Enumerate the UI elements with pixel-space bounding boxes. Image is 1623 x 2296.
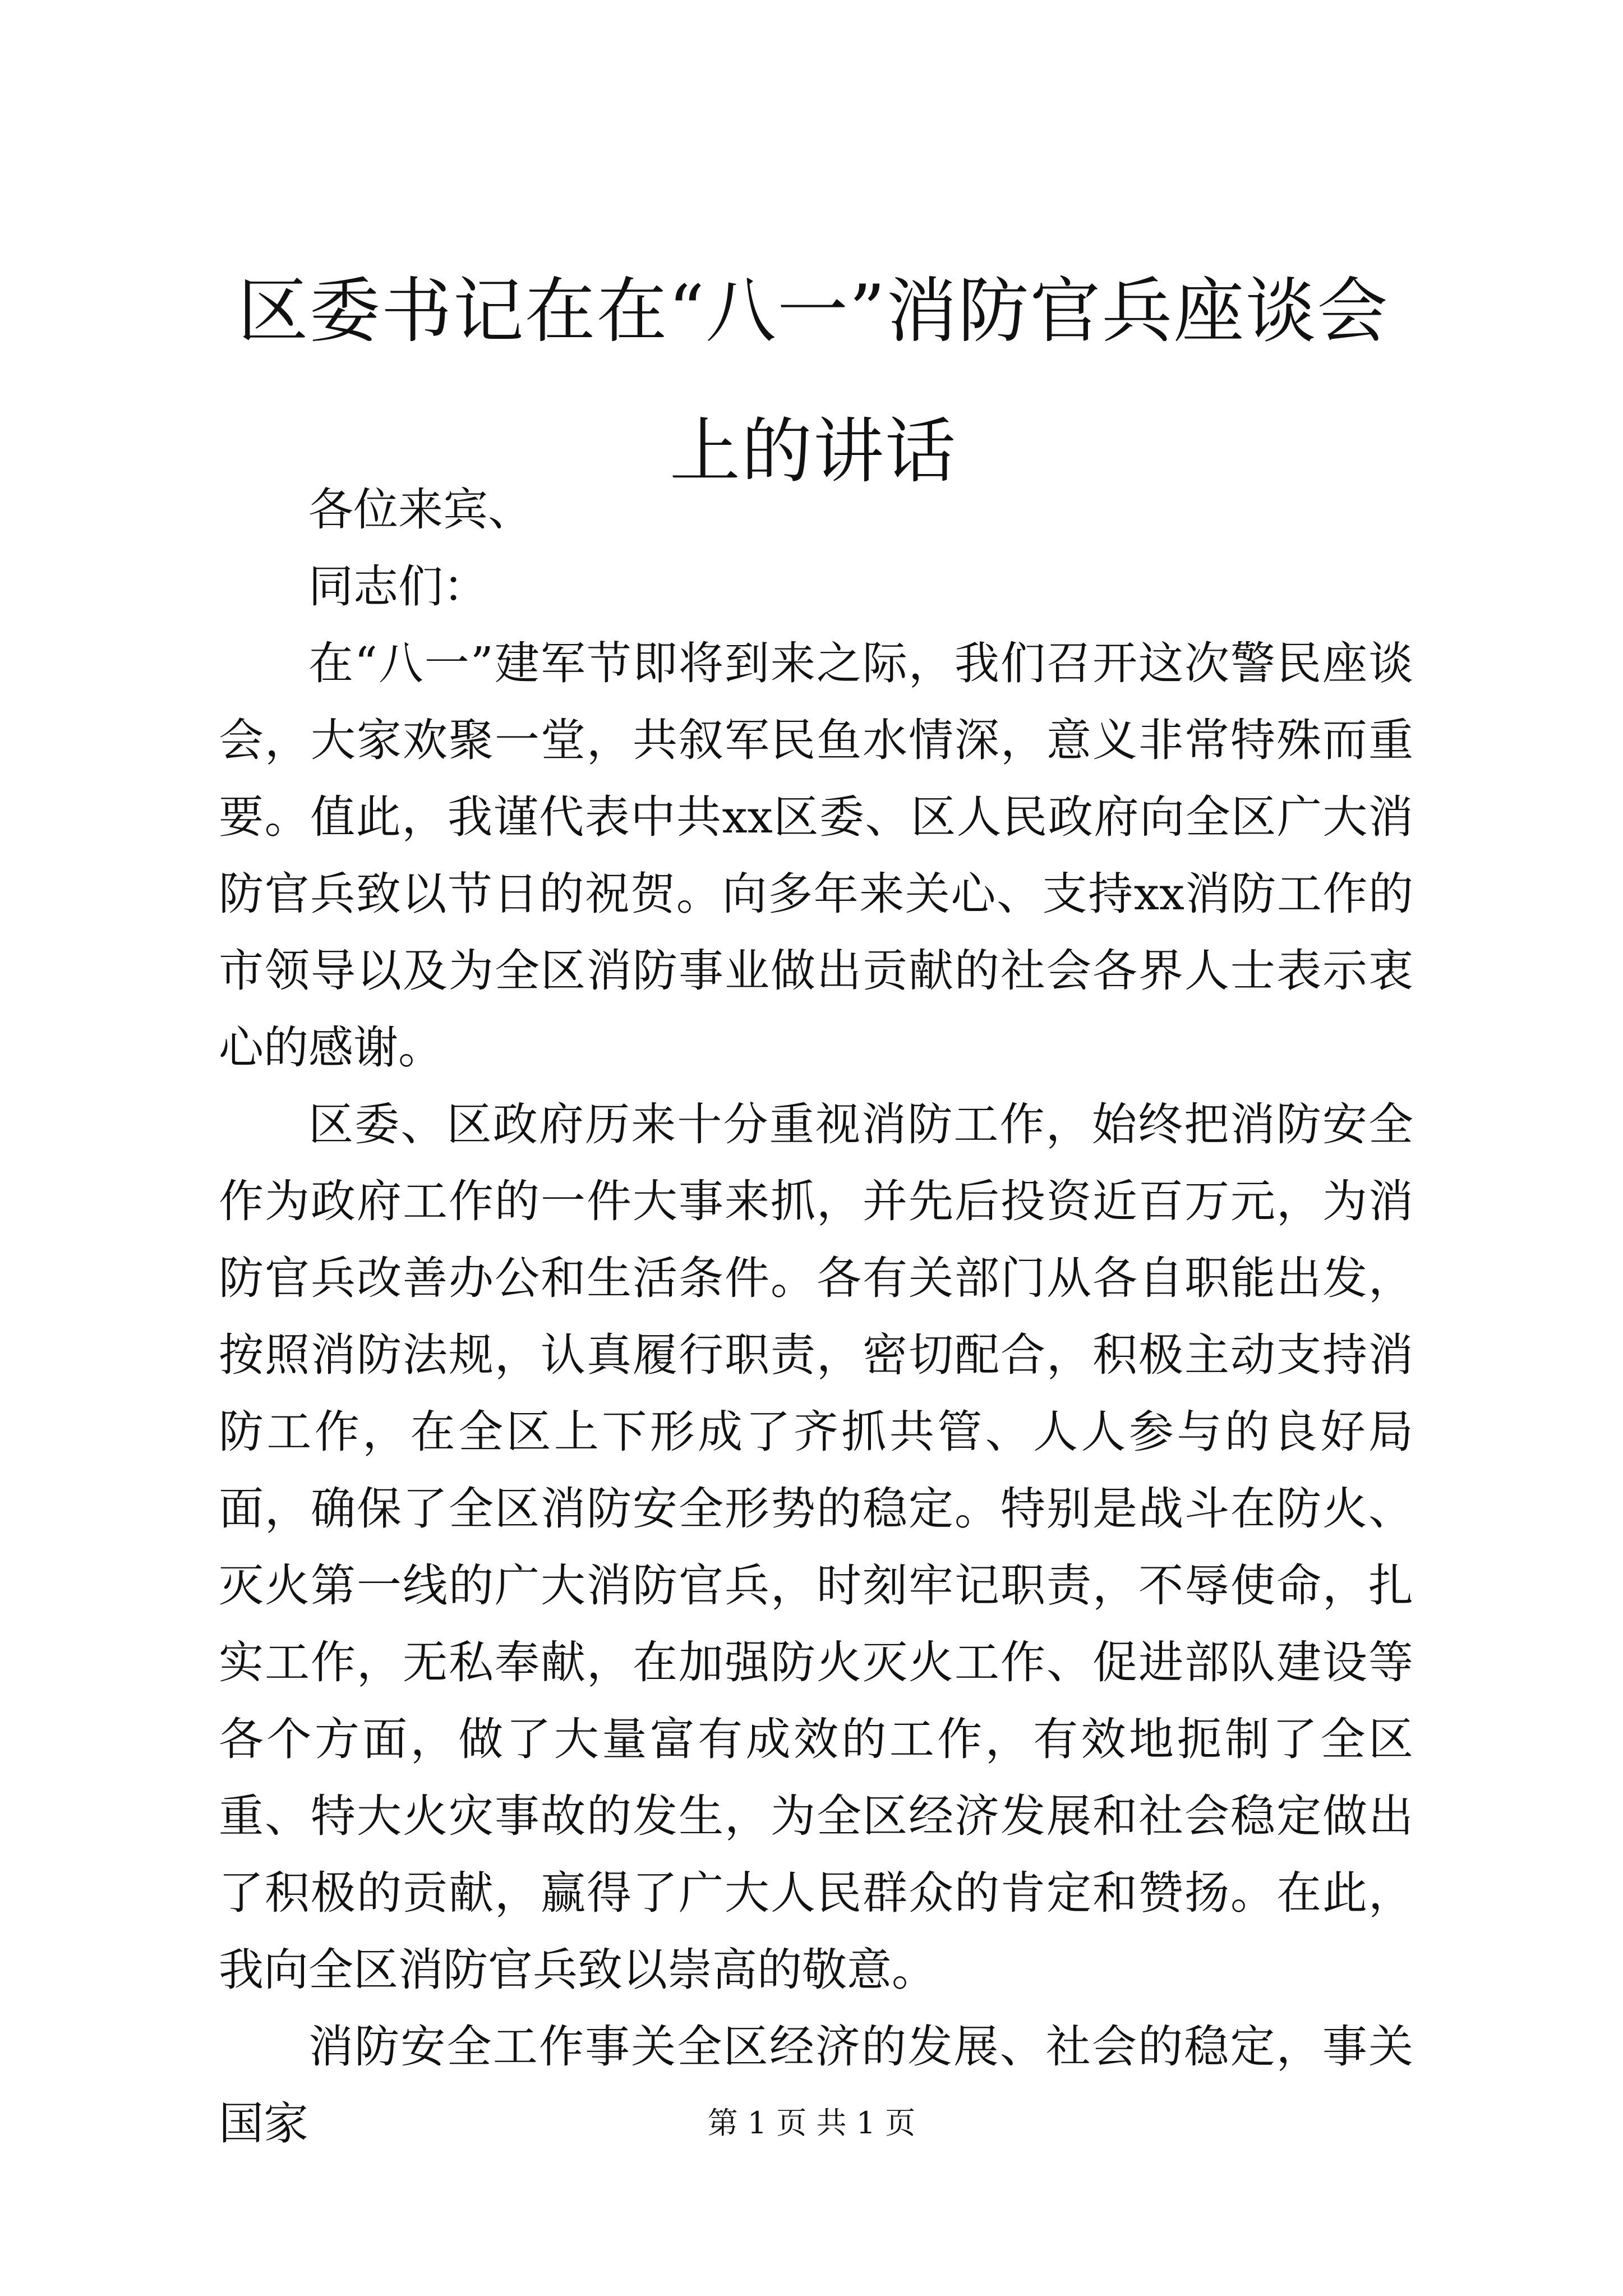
document-body [219,471,1413,2162]
paragraph-3: 消防安全工作事关全区经济的发展、社会的稳定，事关国家 [219,2021,1413,2150]
paragraph-2: 区委、区政府历来十分重视消防工作，始终把消防安全作为政府工作的一件大事来抓，并先后投资近百万元，为消防官兵改善办公和生活条件。各有关部门从各自职能出发，按照消防法规，认真履行职责，密切配合，积极主动支持消防工作，在全区上下形成了齐抓共管、人人参与的良好局面，确保了全区消防安全形势的稳定。特别是战斗在防火、灭火第一线的广大消防官兵，时刻牢记职责，不辱使命，扎实工作，无私奉献，在加强防火灭火工作、促进部队建设等各个方面，做了大量富有成效的工作，有效地扼制了全区重、特大火灾事故的发生，为全区经济发展和社会稳定做出了积极的贡献，赢得了广大人民群众的肯定和赞扬。在此，我向全区消防官兵致以崇高的敬意。 [219,1098,1413,1996]
page-footer: 第 1 页 共 1 页 [707,2105,916,2141]
salutation-comrades: 同志们： [308,560,488,613]
document-title: 区委书记在在“八一”消防官兵座谈会上的讲话 [237,270,1389,493]
salutation-guests: 各位来宾、 [308,484,533,536]
paragraph-1: 在“八一”建军节即将到来之际，我们召开这次警民座谈会，大家欢聚一堂，共叙军民鱼水情深，意义非常特殊而重要。值此，我谨代表中共xx区委、区人民政府向全区广大消防官兵致以节日的祝贺。向多年来关心、支持xx消防工作的市领导以及为全区消防事业做出贡献的社会各界人士表示衷心的感谢。 [219,637,1413,1074]
